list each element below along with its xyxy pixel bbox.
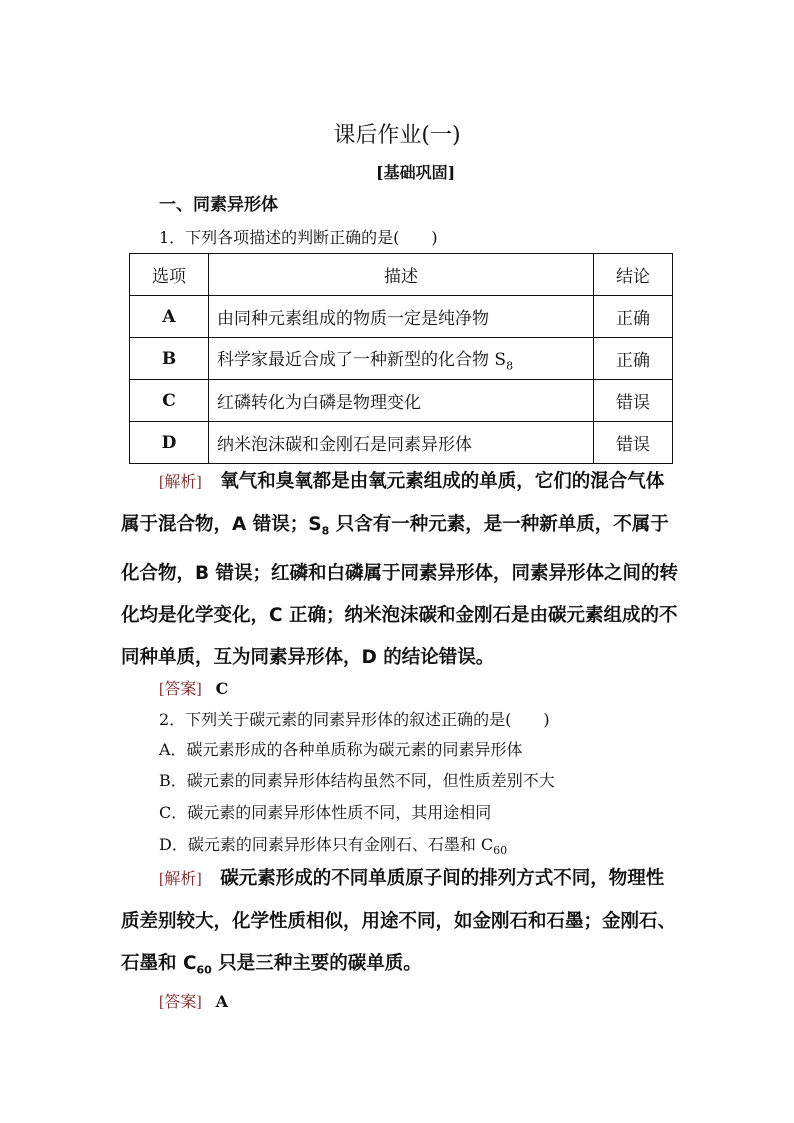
question-1-table <box>129 253 673 464</box>
analysis-tag: [解析] <box>159 871 202 888</box>
answer-tag: [答案] <box>159 994 202 1011</box>
table-header-row <box>130 254 673 296</box>
table-cell-option: D <box>130 422 209 464</box>
table-header-conclusion: 结论 <box>594 254 673 296</box>
table-cell-conclusion: 错误 <box>594 380 673 422</box>
question-2-option-d <box>159 832 507 857</box>
table-row <box>130 422 673 464</box>
analysis-text: 碳元素形成的不同单质原子间的排列方式不同，物理性质差别较大，化学性质相似，用途不同，如金刚石和石墨；金刚石、石墨和 C <box>121 868 677 974</box>
description-text: 科学家最近合成了一种新型的化合物 S <box>217 349 507 370</box>
question-1-stem: 1．下列各项描述的判断正确的是( ) <box>159 228 438 247</box>
table-header-option: 选项 <box>130 254 209 296</box>
table-cell-description: 纳米泡沫碳和金刚石是同素异形体 <box>209 422 594 464</box>
analysis-text: 只是三种主要的碳单质。 <box>211 953 422 974</box>
question-2-analysis <box>121 858 681 992</box>
question-2-answer <box>159 989 228 1012</box>
table-cell-description: 由同种元素组成的物质一定是纯净物 <box>209 296 594 338</box>
page-title: 课后作业(一) <box>333 123 461 148</box>
analysis-text: 只含有一种元素，是一种新单质，不属于化合物，B 错误；红磷和白磷属于同素异形体，同素异形体之间的转化均是化学变化，C 正确；纳米泡沫碳和金刚石是由碳元素组成的不同种单质，互为同素异形体，D 的结论错误。 <box>121 514 679 668</box>
answer-tag: [答案] <box>159 681 202 698</box>
section-subtitle: [基础巩固] <box>376 163 456 182</box>
analysis-text: 氧气和臭氧都是由氧元素组成的单质，它们的混合气体属于混合物，A 错误；S <box>121 471 665 535</box>
question-1-answer <box>159 676 228 699</box>
question-2-option-c: C．碳元素的同素异形体性质不同，其用途相同 <box>159 803 492 822</box>
table-row <box>130 338 673 380</box>
question-2-option-b: B．碳元素的同素异形体结构虽然不同，但性质差别不大 <box>159 771 555 790</box>
table-cell-conclusion: 错误 <box>594 422 673 464</box>
analysis-tag: [解析] <box>159 474 202 491</box>
answer-value: C <box>215 679 229 698</box>
table-cell-description <box>209 338 594 380</box>
table-cell-conclusion: 正确 <box>594 338 673 380</box>
subscript: 8 <box>506 359 514 373</box>
table-cell-conclusion: 正确 <box>594 296 673 338</box>
option-text: D．碳元素的同素异形体只有金刚石、石墨和 C <box>159 835 494 854</box>
table-row <box>130 296 673 338</box>
section-heading: 一、同素异形体 <box>159 195 278 215</box>
question-2-stem: 2．下列关于碳元素的同素异形体的叙述正确的是( ) <box>159 710 550 729</box>
question-1-analysis <box>121 461 681 679</box>
subscript: 60 <box>493 844 508 858</box>
subscript: 8 <box>321 524 330 538</box>
table-cell-description: 红磷转化为白磷是物理变化 <box>209 380 594 422</box>
table-cell-option: B <box>130 338 209 380</box>
table-header-description: 描述 <box>209 254 594 296</box>
answer-value: A <box>215 992 229 1011</box>
subscript: 60 <box>196 963 212 977</box>
table-cell-option: A <box>130 296 209 338</box>
table-cell-option: C <box>130 380 209 422</box>
table-row <box>130 380 673 422</box>
question-2-option-a: A．碳元素形成的各种单质称为碳元素的同素异形体 <box>159 740 523 759</box>
